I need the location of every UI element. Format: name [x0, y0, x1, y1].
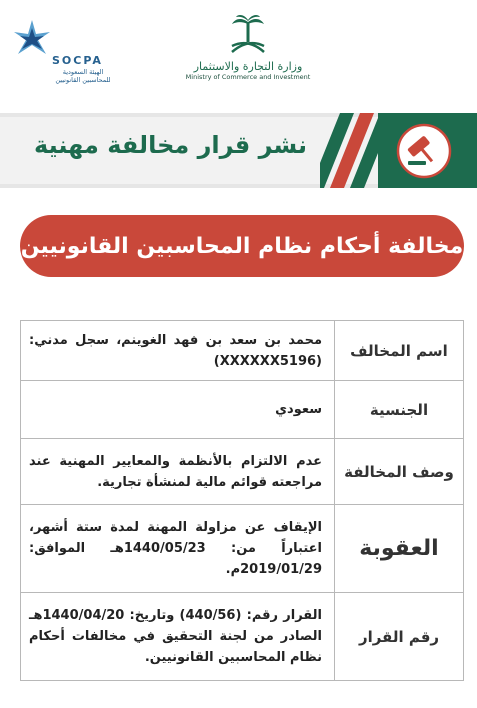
row-label: وصف المخالفة — [335, 439, 464, 505]
socpa-star-icon — [12, 18, 52, 62]
row-label: الجنسية — [335, 381, 464, 439]
palm-swords-icon — [226, 12, 270, 56]
table-row — [21, 321, 464, 381]
header — [0, 0, 477, 108]
row-value: سعودي — [21, 381, 335, 439]
socpa-arabic-name: الهيئة السعودية للمحاسبين القانونيين — [55, 68, 111, 84]
socpa-logo — [12, 18, 122, 92]
socpa-name: SOCPA — [52, 54, 103, 67]
table-row — [21, 381, 464, 439]
table-row — [21, 439, 464, 505]
row-label: رقم القرار — [335, 593, 464, 681]
row-value: القرار رقم: (440/56) وتاريخ: 1440/04/20هـ الصادر من لجنة التحقيق في مخالفات أحكام نظام المحاسبين القانونيين. — [21, 593, 335, 681]
row-value: محمد بن سعد بن فهد الغوينم، سجل مدني: (XXXXXX5196) — [21, 321, 335, 381]
row-value: الإيقاف عن مزاولة المهنة لمدة ستة أشهر، اعتباراً من: 1440/05/23هـ الموافق: 2019/01/29م. — [21, 505, 335, 593]
ministry-english-name: Ministry of Commerce and Investment — [185, 73, 311, 81]
row-value: عدم الالتزام بالأنظمة والمعايير المهنية عند مراجعته قوائم مالية لمنشأة تجارية. — [21, 439, 335, 505]
table-row — [21, 505, 464, 593]
row-label: العقوبة — [335, 505, 464, 593]
table-row — [21, 593, 464, 681]
row-label: اسم المخالف — [335, 321, 464, 381]
ministry-arabic-name: وزارة التجارة والاستثمار — [193, 60, 303, 73]
page-title: نشر قرار مخالفة مهنية — [34, 131, 307, 159]
gavel-icon — [396, 123, 452, 179]
violation-title: مخالفة أحكام نظام المحاسبين القانونيين — [20, 215, 464, 277]
ministry-logo — [178, 12, 318, 81]
details-table — [20, 320, 464, 681]
